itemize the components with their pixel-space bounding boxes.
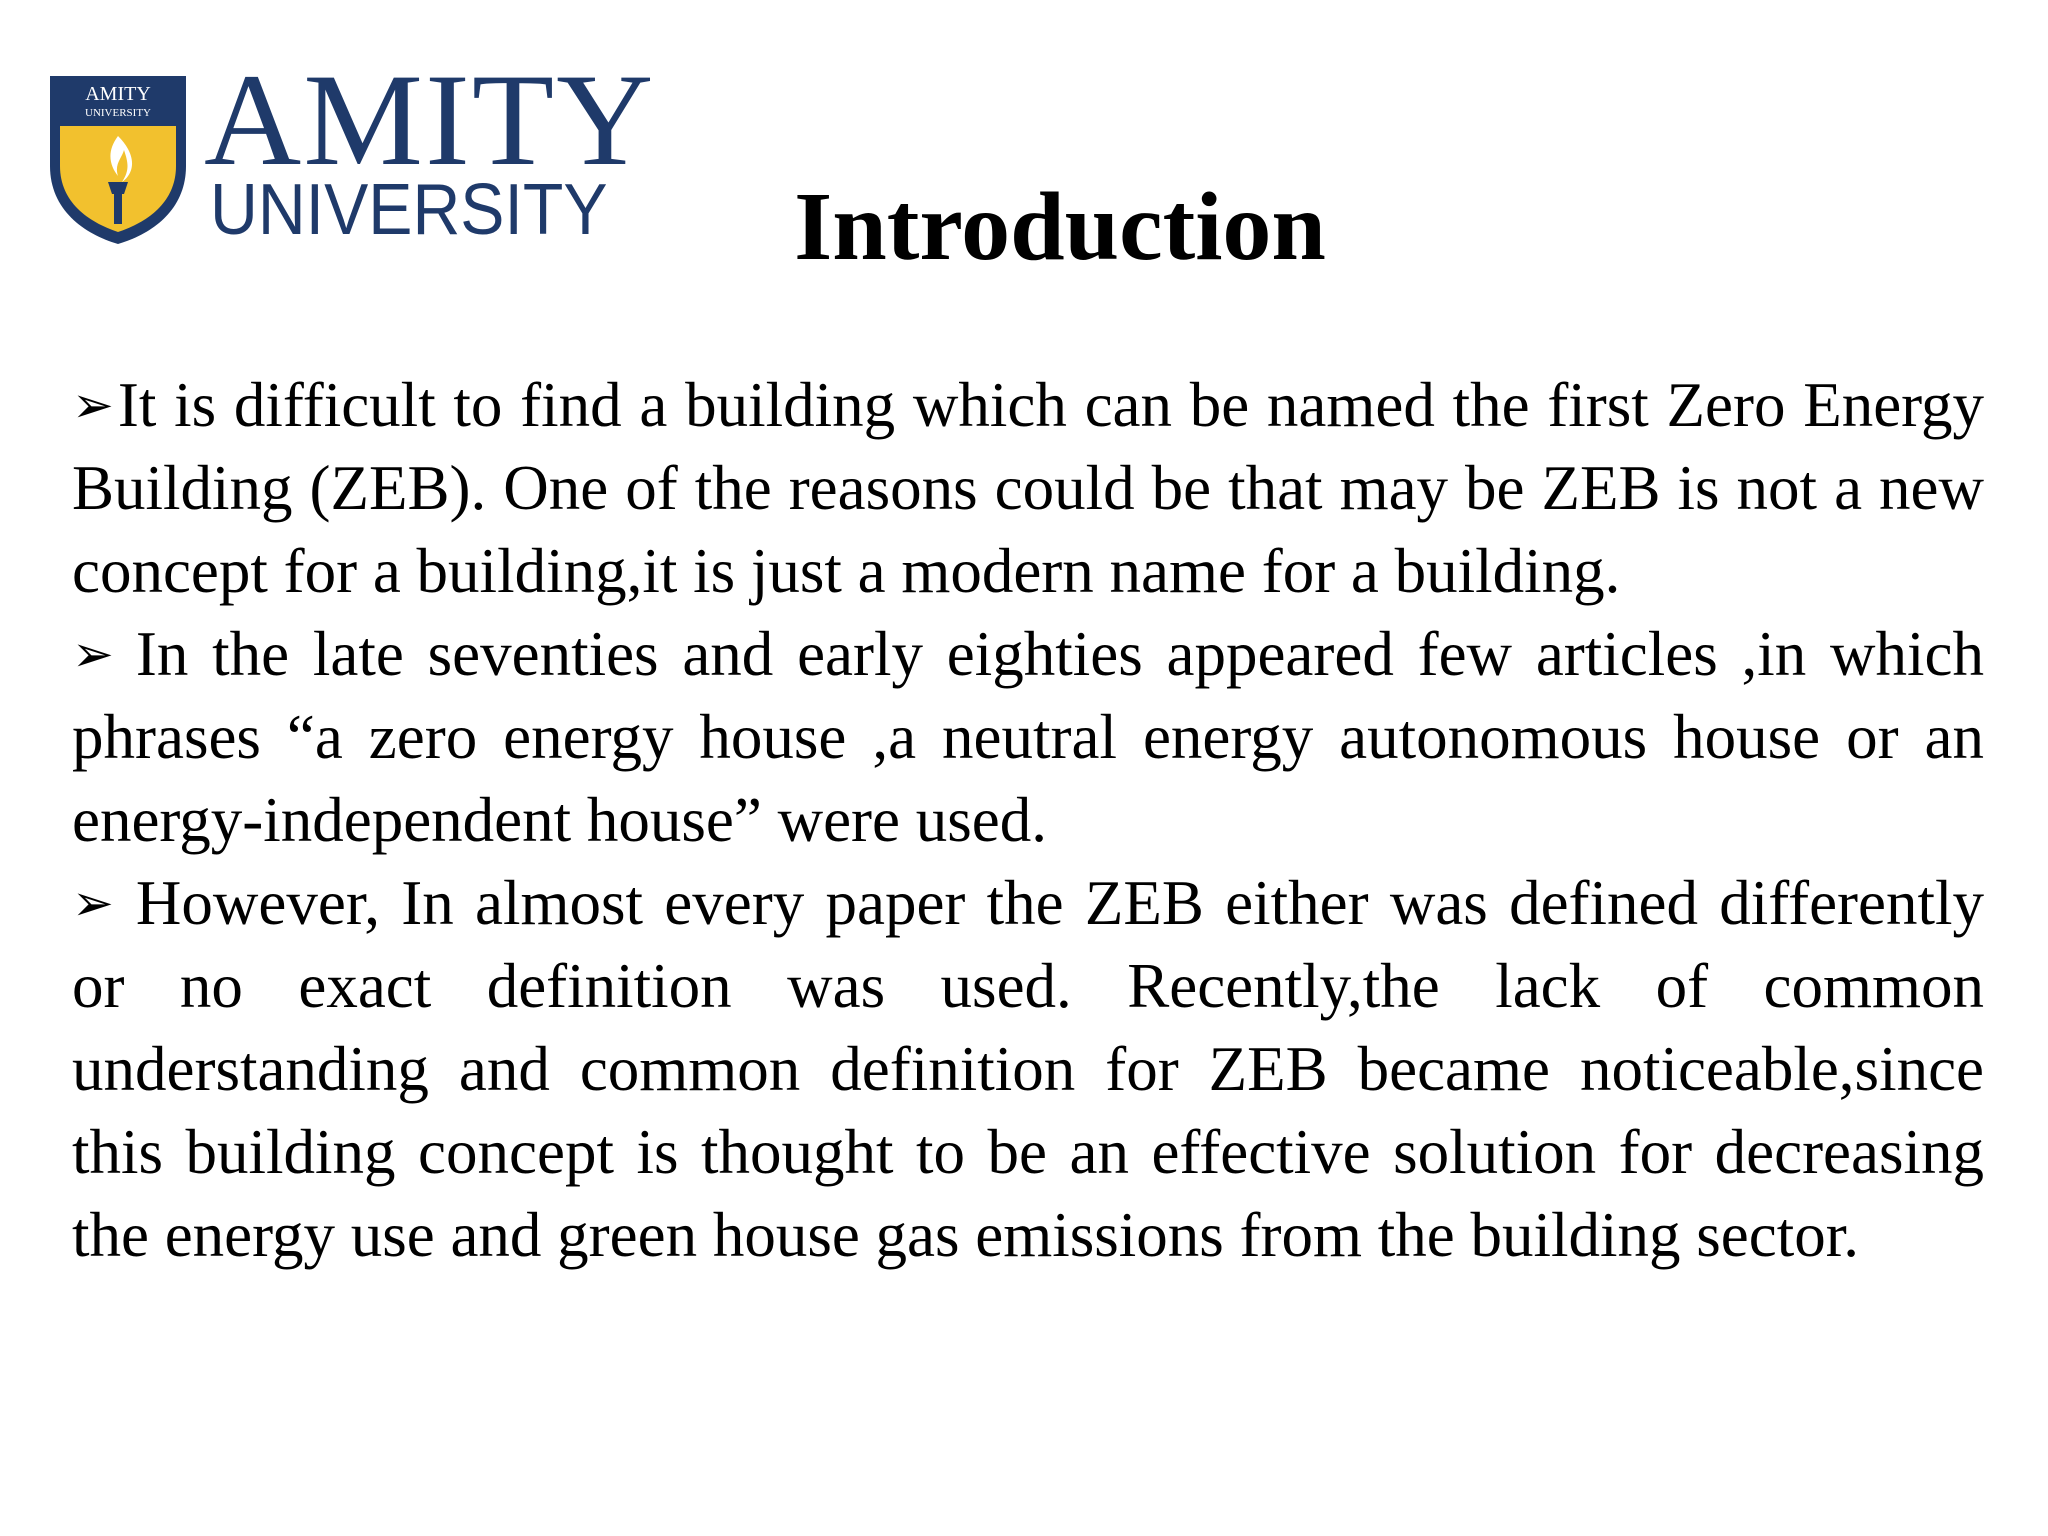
svg-text:AMITY: AMITY (85, 83, 151, 105)
bullet-arrow-icon: ➢ (72, 376, 114, 434)
bullet-text: It is difficult to find a building which can be named the first Zero Energy Building (ZEB). One of the reasons could be that may be ZEB is not a new concept for a building,it is just a modern name for a building. (72, 370, 1984, 606)
bullet-text: However, In almost every paper the ZEB either was defined differently or no exact definition was used. Recently,the lack of common understanding and common definition for ZEB became noticeable,since this building concept is thought to be an effective solution for decreasing the energy use and green house gas emissions from the building sector. (72, 868, 1984, 1270)
slide-title: Introduction (794, 173, 1326, 281)
amity-university-logo (44, 46, 656, 256)
svg-text:UNIVERSITY: UNIVERSITY (85, 107, 151, 119)
bullet-arrow-icon: ➢ (72, 625, 114, 683)
bullet-item (72, 613, 1984, 862)
slide-body (72, 364, 1984, 1277)
logo-wordmark-university: UNIVERSITY (210, 170, 608, 250)
torch-shield-icon (44, 70, 192, 246)
bullet-item (72, 862, 1984, 1277)
bullet-text: In the late seventies and early eighties appeared few articles ,in which phrases “a zero energy house ,a neutral energy autonomous house or an energy-independent house” were used. (72, 619, 1984, 855)
logo-wordmark-amity: AMITY (204, 46, 656, 193)
bullet-arrow-icon: ➢ (72, 874, 114, 932)
bullet-item (72, 364, 1984, 613)
